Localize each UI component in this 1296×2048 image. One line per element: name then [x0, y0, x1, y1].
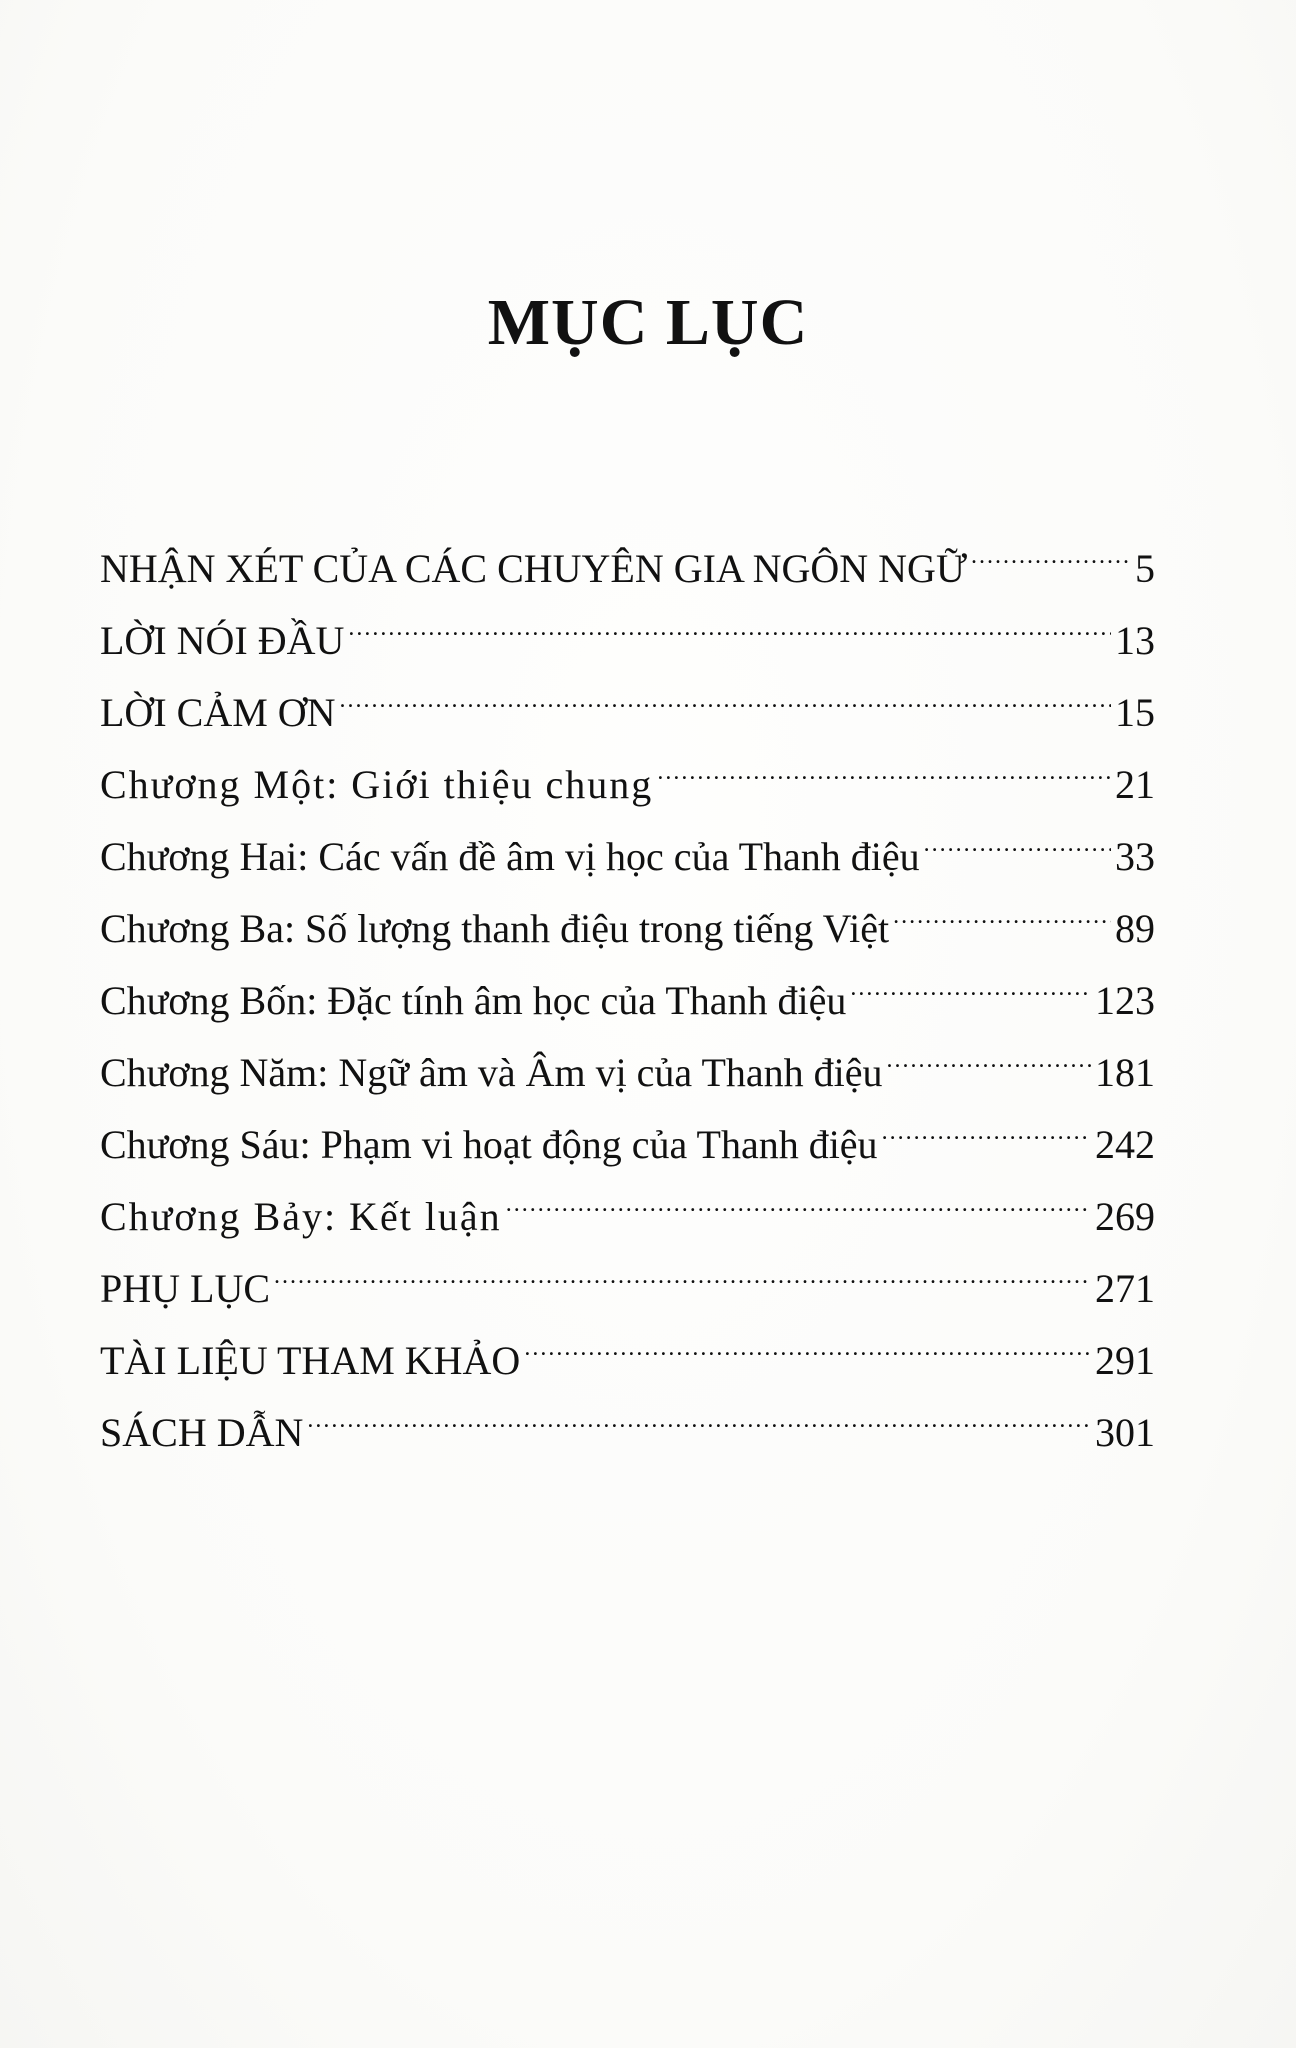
- dot-leader: [657, 726, 1111, 798]
- dot-leader: [348, 582, 1111, 654]
- toc-entry: [100, 510, 1155, 591]
- dot-leader: [971, 510, 1131, 582]
- dot-leader: [340, 654, 1111, 726]
- toc-page-number: 301: [1095, 1410, 1155, 1455]
- toc-page-number: 89: [1115, 906, 1155, 951]
- toc-entry-title: Chương Bảy: Kết luận: [100, 1194, 502, 1239]
- toc-page-number: 123: [1095, 978, 1155, 1023]
- toc-page-number: 269: [1095, 1194, 1155, 1239]
- toc-entry-title: Chương Hai: Các vấn đề âm vị học của Thanh điệu: [100, 834, 920, 879]
- toc-page-number: 13: [1115, 618, 1155, 663]
- toc-page-number: 242: [1095, 1122, 1155, 1167]
- dot-leader: [506, 1158, 1091, 1230]
- dot-leader: [893, 870, 1111, 942]
- toc-entry-title: LỜI CẢM ƠN: [100, 690, 336, 735]
- toc-entry-title: Chương Sáu: Phạm vi hoạt động của Thanh điệu: [100, 1122, 878, 1167]
- toc-page-number: 291: [1095, 1338, 1155, 1383]
- table-of-contents: [100, 510, 1155, 1455]
- toc-page-number: 21: [1115, 762, 1155, 807]
- dot-leader: [274, 1230, 1091, 1302]
- dot-leader: [307, 1374, 1091, 1446]
- page-title: MỤC LỤC: [487, 286, 809, 359]
- dot-leader: [524, 1302, 1091, 1374]
- dot-leader: [924, 798, 1111, 870]
- dot-leader: [887, 1014, 1091, 1086]
- toc-page-number: 15: [1115, 690, 1155, 735]
- toc-entry-title: Chương Ba: Số lượng thanh điệu trong tiếng Việt: [100, 906, 890, 951]
- toc-page-number: 33: [1115, 834, 1155, 879]
- toc-entry-title: LỜI NÓI ĐẦU: [100, 618, 345, 663]
- toc-entry-title: TÀI LIỆU THAM KHẢO: [100, 1338, 521, 1383]
- toc-entry-title: Chương Một: Giới thiệu chung: [100, 762, 654, 807]
- toc-page-number: 181: [1095, 1050, 1155, 1095]
- toc-entry-title: PHỤ LỤC: [100, 1266, 271, 1311]
- toc-entry-title: Chương Năm: Ngữ âm và Âm vị của Thanh điệu: [100, 1050, 883, 1095]
- toc-entry-title: SÁCH DẪN: [100, 1410, 304, 1455]
- toc-entry-title: NHẬN XÉT CỦA CÁC CHUYÊN GIA NGÔN NGỮ: [100, 546, 967, 591]
- toc-entry-title: Chương Bốn: Đặc tính âm học của Thanh điệu: [100, 978, 847, 1023]
- dot-leader: [850, 942, 1091, 1014]
- dot-leader: [882, 1086, 1091, 1158]
- toc-page-number: 5: [1135, 546, 1155, 591]
- toc-page-number: 271: [1095, 1266, 1155, 1311]
